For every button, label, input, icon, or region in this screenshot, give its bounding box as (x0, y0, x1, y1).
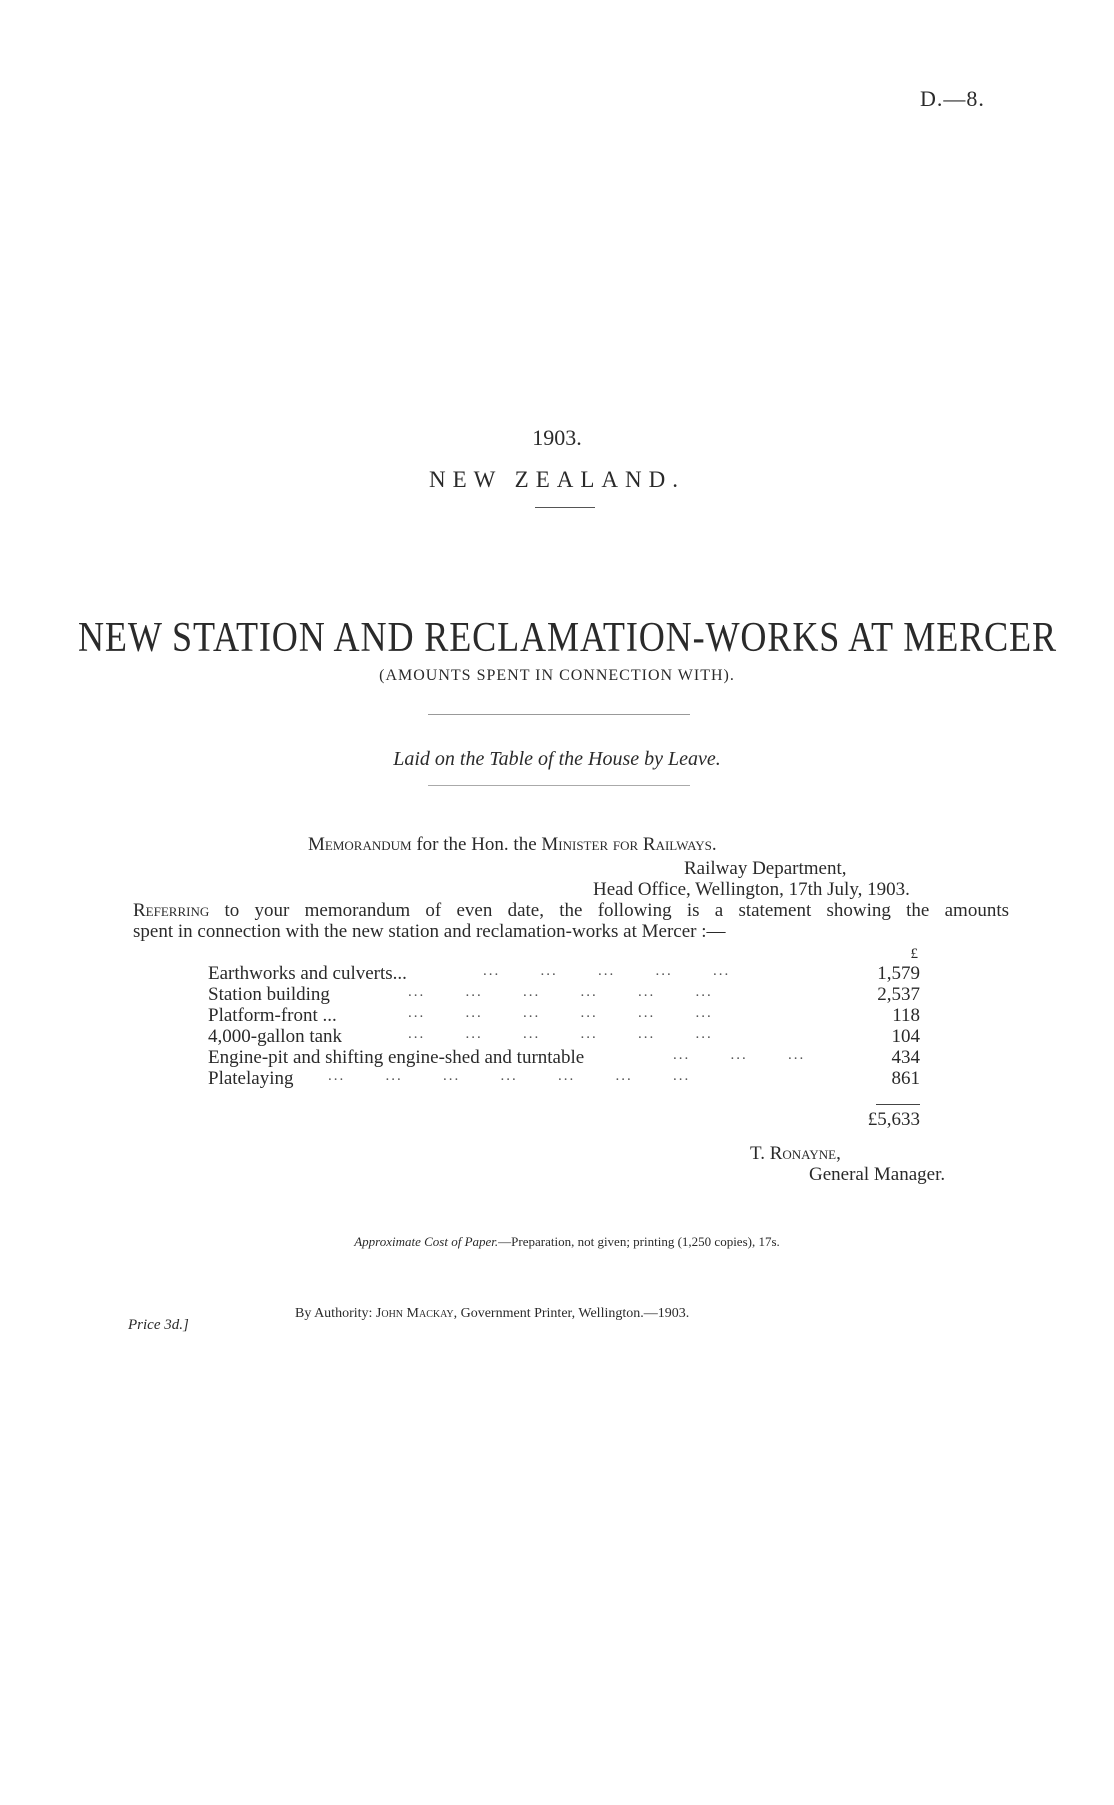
total-rule (876, 1104, 920, 1105)
expense-label: Engine-pit and shifting engine-shed and turntable (208, 1047, 585, 1068)
leader-dots: ... ... ... (673, 1047, 806, 1063)
signatory-name (750, 1143, 841, 1165)
memo-body-line-1 (133, 900, 1009, 922)
leader-dots: ... ... ... ... ... (483, 963, 731, 979)
department-line: Railway Department, (684, 858, 847, 879)
expense-row (208, 1047, 920, 1068)
price-note: Price 3d.] (128, 1317, 189, 1333)
authority-suffix: Government Printer, Wellington.—1903. (460, 1306, 690, 1321)
expense-amount: 104 (891, 1026, 920, 1047)
expense-amount: 434 (891, 1047, 920, 1068)
approximate-cost-note (0, 1234, 1114, 1250)
approx-cost-label: Approximate Cost of Paper. (354, 1234, 499, 1249)
memo-lead-word: Referring (133, 900, 210, 921)
memo-recipient: Minister for Railways. (541, 834, 717, 855)
memo-heading-middle: for the Hon. the (416, 834, 537, 855)
office-date-line: Head Office, Wellington, 17th July, 1903. (593, 879, 910, 900)
expense-label: Earthworks and culverts... (208, 963, 407, 984)
divider (535, 507, 595, 508)
leader-dots: ... ... ... ... ... ... (408, 1005, 713, 1021)
memo-heading (308, 834, 717, 856)
leader-dots: ... ... ... ... ... ... (408, 1026, 713, 1042)
expense-row (208, 963, 920, 984)
signatory-title: General Manager. (809, 1164, 946, 1185)
expense-total: £5,633 (867, 1109, 920, 1130)
expense-amount: 861 (891, 1068, 920, 1089)
memo-body-line-2: spent in connection with the new station and reclamation-works at Mercer :— (133, 921, 726, 942)
expense-row (208, 984, 920, 1005)
expense-label: 4,000-gallon tank (208, 1026, 343, 1047)
expense-amount: 2,537 (877, 984, 920, 1005)
leader-dots: ... ... ... ... ... ... ... (328, 1068, 691, 1084)
document-subtitle: (AMOUNTS SPENT IN CONNECTION WITH). (379, 667, 735, 684)
authority-prefix: By Authority: (295, 1306, 373, 1321)
country-heading: NEW ZEALAND. (428, 467, 686, 492)
expense-amount: 118 (892, 1005, 920, 1026)
printer-authority (295, 1306, 689, 1322)
approx-cost-text: —Preparation, not given; printing (1,250 copies), 17s. (498, 1234, 780, 1249)
document-title: NEW STATION AND RECLAMATION-WORKS AT MERCER (77, 615, 1057, 661)
document-reference: D.—8. (920, 86, 985, 111)
signatory-initial: T. (750, 1143, 765, 1164)
memo-body-text-1: to your memorandum of even date, the following is a statement showing the amounts (224, 900, 1010, 921)
expense-label: Station building (208, 984, 330, 1005)
expense-label: Platform-front ... (208, 1005, 337, 1026)
expense-amount: 1,579 (877, 963, 920, 984)
memo-heading-word: Memorandum (308, 834, 412, 855)
laid-on-table-note: Laid on the Table of the House by Leave. (393, 748, 721, 770)
printer-name: John Mackay, (375, 1306, 458, 1321)
expense-row (208, 1026, 920, 1047)
expense-row (208, 1068, 920, 1089)
currency-symbol: £ (910, 946, 918, 962)
publication-year: 1903. (532, 425, 582, 450)
divider (428, 785, 690, 786)
expense-row (208, 1005, 920, 1026)
expense-label: Platelaying (208, 1068, 294, 1089)
divider (428, 714, 690, 715)
leader-dots: ... ... ... ... ... ... (408, 984, 713, 1000)
signatory-surname: Ronayne, (769, 1143, 841, 1164)
expense-table (208, 963, 920, 1089)
